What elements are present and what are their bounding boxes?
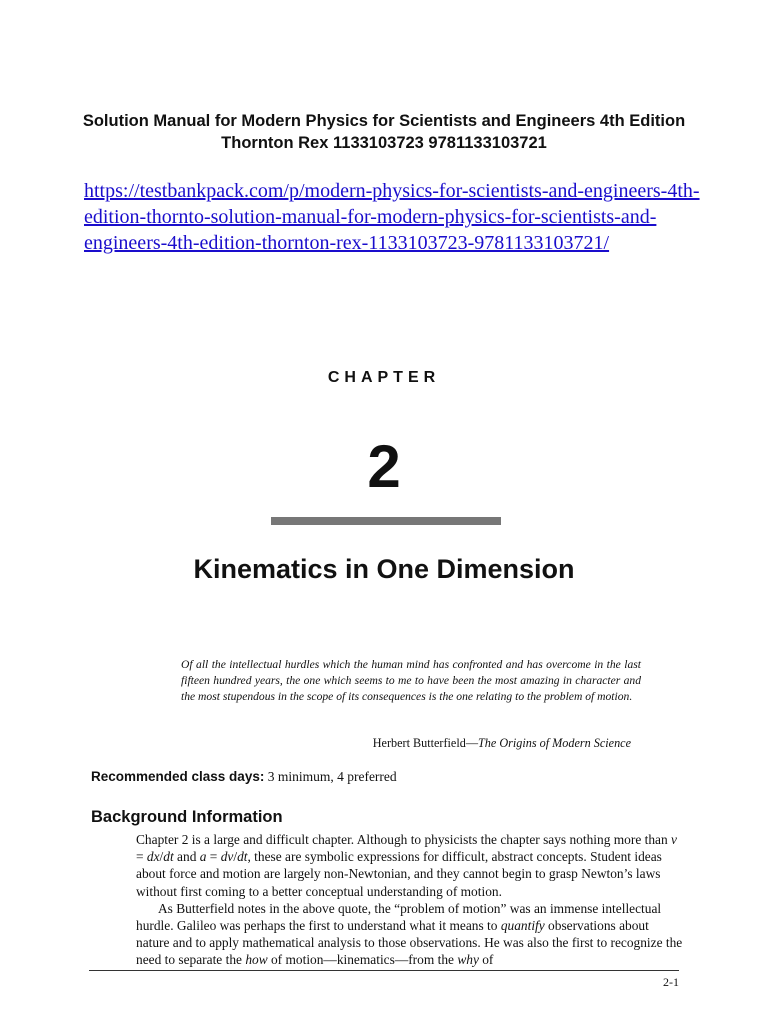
page-number: 2-1 bbox=[663, 975, 679, 989]
chapter-title: Kinematics in One Dimension bbox=[193, 554, 575, 584]
paragraph-2: As Butterfield notes in the above quote, the “problem of motion” was an immense intellectual hurdle. Galileo was perhaps the first to understand what it means to quantify observations about nature and to apply mathematical analysis to those observations. He was also the first to recognize the need to separate the how of motion—kinematics—from the why of bbox=[136, 900, 683, 968]
source-link[interactable]: https://testbankpack.com/p/modern-physics-for-scientists-and-engineers-4th-edition-thornto-solution-manual-for-modern-physics-for-scientists-and-engineers-4th-edition-thornton-rex-1133103723-9781133103721/ bbox=[84, 180, 700, 254]
document-title: Solution Manual for Modern Physics for Scientists and Engineers 4th Edition Thornton Rex 1133103723 9781133103721 bbox=[82, 112, 686, 152]
chapter-label: CHAPTER bbox=[327, 369, 441, 386]
footer-divider bbox=[89, 970, 679, 971]
body-text bbox=[136, 831, 684, 969]
epigraph-quote: Of all the intellectual hurdles which the human mind has confronted and has overcome in the last fifteen hundred years, the one which seems to me to have been the most amazing in character and the most stupendous in the scope of its consequences is the one relating to the problem of motion. bbox=[181, 658, 641, 703]
chapter-divider bbox=[271, 517, 501, 525]
section-heading: Background Information bbox=[91, 808, 283, 826]
attribution-separator: — bbox=[465, 736, 478, 750]
recommended-class-days bbox=[91, 769, 691, 785]
epigraph-attribution bbox=[181, 736, 631, 751]
attribution-author: Herbert Butterfield bbox=[372, 736, 466, 750]
chapter-number: 2 bbox=[367, 433, 401, 500]
class-days-value: 3 minimum, 4 preferred bbox=[267, 769, 397, 784]
class-days-label: Recommended class days: bbox=[91, 769, 265, 784]
paragraph-1: Chapter 2 is a large and difficult chapter. Although to physicists the chapter says nothing more than v = dx/dt and a = dv/dt, these are symbolic expressions for difficult, abstract concepts. Student ideas about force and motion are largely non-Newtonian, and they cannot begin to grasp Newton’s laws without first coming to a better conceptual understanding of motion. bbox=[136, 832, 677, 899]
attribution-work: The Origins of Modern Science bbox=[478, 736, 631, 750]
